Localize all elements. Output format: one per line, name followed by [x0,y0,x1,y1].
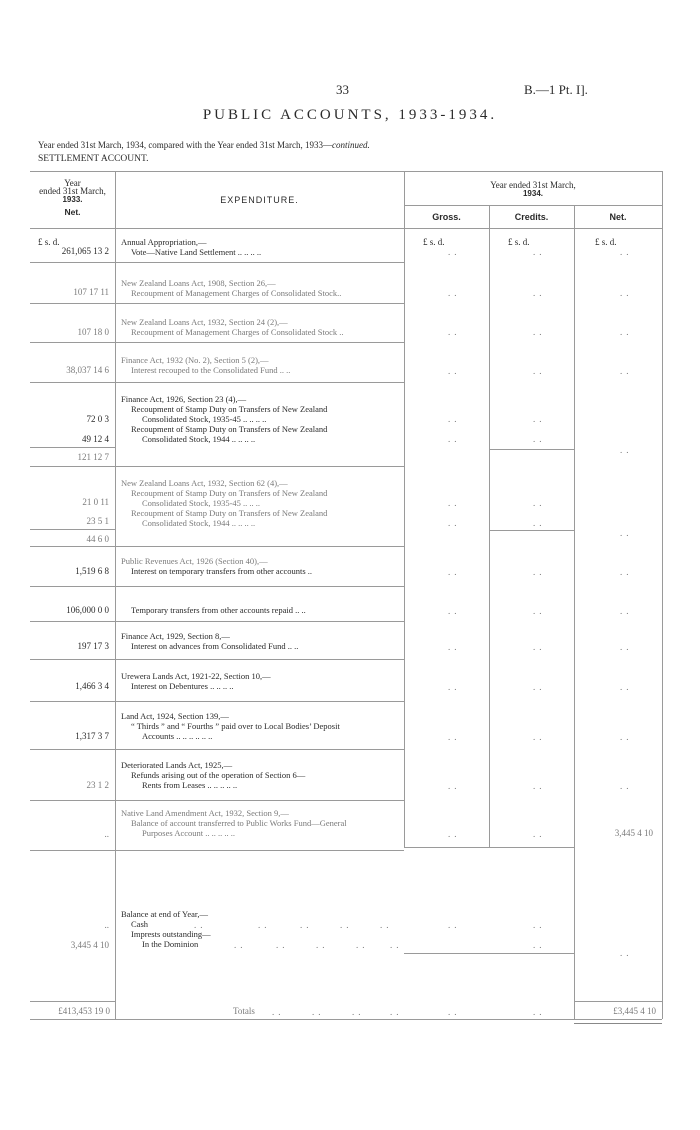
prev-amount: 1,317 3 7 [75,731,109,741]
gross-dots: .. [448,518,461,528]
gross-dots: .. [448,327,461,337]
dominion-leader-dots: .. [356,940,369,950]
net-header: Net. [609,212,627,222]
prev-amount: 49 12 4 [82,434,109,444]
prev-year-header-3: 1933. [62,195,83,204]
gross-dots: .. [448,247,461,257]
credits-dots: .. [533,829,546,839]
totals-leader-dots: .. [272,1007,285,1017]
balance-imprests: Imprests outstanding— [131,929,211,939]
row-heading: Annual Appropriation,— [121,237,207,247]
gross-dots: .. [448,606,461,616]
row-detail: Vote—Native Land Settlement .. .. .. .. [131,247,262,257]
gross-dots: .. [448,414,461,424]
gross-dots: .. [448,920,461,930]
row-detail: Rents from Leases .. .. .. .. .. [142,780,238,790]
prev-lsd-label: £ s. d. [38,237,60,247]
row-separator [30,342,404,343]
row-separator [30,621,404,622]
credits-dots: .. [533,781,546,791]
row-detail: Consolidated Stock, 1935-45 .. .. .. [142,498,261,508]
cash-leader-dots: .. [258,920,271,930]
gross-credits-bottom-rule [404,847,574,848]
subtitle-text: Year ended 31st March, 1934, compared with the Year ended 31st March, 1933— [38,140,333,150]
row-detail: Consolidated Stock, 1944 .. .. .. .. [142,518,256,528]
row-detail: Recoupment of Stamp Duty on Transfers of New Zealand [131,508,328,518]
credits-dots: .. [533,682,546,692]
prev-amount: 106,000 0 0 [66,605,109,615]
row-heading: Finance Act, 1926, Section 23 (4),— [121,394,247,404]
prev-amount: 21 0 11 [82,497,109,507]
prev-year-header-2: ended 31st March, [39,186,106,196]
expenditure-header: EXPENDITURE. [220,195,299,205]
account-name: SETTLEMENT ACCOUNT. [38,154,149,164]
totals-leader-dots: .. [352,1007,365,1017]
gross-dots: .. [448,366,461,376]
net-lsd-label: £ s. d. [595,237,617,247]
dominion-leader-dots: .. [234,940,247,950]
row-heading: Urewera Lands Act, 1921-22, Section 10,— [121,671,271,681]
credits-lsd-label: £ s. d. [508,237,530,247]
prev-dominion-amount: 3,445 4 10 [70,940,109,950]
credits-subtotal-rule [489,449,574,450]
totals-label: Totals [233,1006,255,1016]
credits-header: Credits. [514,212,549,222]
net-total-top-rule [574,1001,662,1002]
credits-dots: .. [533,567,546,577]
row-detail: Temporary transfers from other accounts repaid .. .. [131,605,306,615]
row-detail: Interest recouped to the Consolidated Fund .. .. [131,365,291,375]
col-divider-2 [404,171,405,847]
net-dots: .. [620,567,633,577]
prev-amount: 23 5 1 [86,516,109,526]
table-top-rule [30,171,662,172]
net-dots: .. [620,642,633,652]
row-detail: Interest on Debentures .. .. .. .. [131,681,234,691]
balance-sub-rule [404,953,574,954]
row-detail: Consolidated Stock, 1935-45 .. .. .. .. [142,414,267,424]
totals-leader-dots: .. [390,1007,403,1017]
prev-amount: 38,037 14 6 [66,365,109,375]
row-separator [30,262,404,263]
prev-amount: 197 17 3 [77,641,109,651]
prev-cash-amount: .. [104,920,109,930]
gross-dots: .. [448,682,461,692]
prev-subtotal: 121 12 7 [77,452,109,462]
row-separator [30,659,404,660]
row-heading: New Zealand Loans Act, 1932, Section 24 (2),— [121,317,288,327]
credits-dots: .. [533,434,546,444]
prev-total-top-rule [30,1001,115,1002]
net-dots: .. [620,948,633,958]
row-heading: Public Revenues Act, 1926 (Section 40),— [121,556,268,566]
subtotal-rule [30,529,115,530]
gross-dots: .. [448,829,461,839]
row-detail: Recoupment of Management Charges of Consolidated Stock .. [131,327,344,337]
credits-subtotal-rule [489,530,574,531]
totals-leader-dots: .. [312,1007,325,1017]
net-dots: .. [620,781,633,791]
document-reference: B.—1 Pt. I]. [524,82,588,97]
row-detail: Balance of account transferred to Public Works Fund—General [131,818,347,828]
credits-dots: .. [533,642,546,652]
net-total: £3,445 4 10 [613,1006,656,1016]
curr-year-header-2: 1934. [522,189,544,198]
row-detail: Recoupment of Stamp Duty on Transfers of New Zealand [131,404,328,414]
balance-heading: Balance at end of Year,— [121,909,208,919]
credits-dots: .. [533,327,546,337]
net-dots: .. [620,288,633,298]
net-dots: .. [620,327,633,337]
col-divider-3 [489,205,490,847]
row-detail: Interest on temporary transfers from other accounts .. [131,566,313,576]
row-detail: Recoupment of Stamp Duty on Transfers of New Zealand [131,488,328,498]
page-title: PUBLIC ACCOUNTS, 1933-1934. [202,107,498,123]
gross-header: Gross. [432,212,461,222]
row-heading: Finance Act, 1929, Section 8,— [121,631,230,641]
cash-leader-dots: .. [194,920,207,930]
row-detail: Accounts .. .. .. .. .. .. [142,731,213,741]
row-separator [30,466,404,467]
subtitle [38,140,370,150]
credits-dots: .. [533,247,546,257]
header-bottom-rule [30,228,662,229]
credits-dots: .. [533,732,546,742]
prev-amount: 107 18 0 [77,327,109,337]
credits-dots: .. [533,366,546,376]
prev-amount: 23 1 2 [86,780,109,790]
row-heading: Finance Act, 1932 (No. 2), Section 5 (2),— [121,355,269,365]
net-dots: .. [620,247,633,257]
prev-subtotal: 44 6 0 [86,534,109,544]
row-separator [30,546,404,547]
prev-amount: 1,466 3 4 [75,681,109,691]
gross-dots: .. [448,434,461,444]
net-amount: 3,445 4 10 [614,828,653,838]
credits-dots: .. [533,1007,546,1017]
prev-year-net-header: Net. [64,207,81,217]
net-dots: .. [620,732,633,742]
balance-dominion: In the Dominion [142,939,199,949]
row-separator [30,749,404,750]
net-dots: .. [620,445,633,455]
cash-leader-dots: .. [300,920,313,930]
row-detail: Consolidated Stock, 1944 .. .. .. .. [142,434,256,444]
row-heading: Land Act, 1924, Section 139,— [121,711,229,721]
credits-dots: .. [533,920,546,930]
balance-cash: Cash [131,919,148,929]
row-heading: New Zealand Loans Act, 1908, Section 26,— [121,278,276,288]
curr-year-header-1: Year ended 31st March, [490,180,576,190]
prev-amount: 107 17 11 [73,287,109,297]
page-number: 33 [336,82,349,97]
prev-amount: 72 0 3 [86,414,109,424]
gross-dots: .. [448,498,461,508]
row-separator [30,586,404,587]
subtitle-italic: continued. [332,140,370,150]
net-dots: .. [620,682,633,692]
prev-amount: 261,065 13 2 [61,246,109,256]
gross-dots: .. [448,642,461,652]
gross-dots: .. [448,732,461,742]
subtotal-rule [30,447,115,448]
gross-lsd-label: £ s. d. [423,237,445,247]
net-dots: .. [620,606,633,616]
row-detail: Recoupment of Management Charges of Consolidated Stock.. [131,288,342,298]
prev-amount: 1,519 6 8 [75,566,109,576]
row-separator [30,850,404,851]
row-detail: Interest on advances from Consolidated Fund .. .. [131,641,299,651]
row-detail: “ Thirds ” and “ Fourths ” paid over to Local Bodies’ Deposit [131,721,340,731]
row-detail: Purposes Account .. .. .. .. .. [142,828,236,838]
prev-total: £413,453 19 0 [58,1006,110,1016]
prev-amount: .. [104,829,109,839]
dominion-leader-dots: .. [316,940,329,950]
credits-dots: .. [533,518,546,528]
row-separator [30,382,404,383]
net-total-double-rule [574,1023,662,1024]
table-bottom-rule [30,1019,662,1020]
credits-dots: .. [533,606,546,616]
row-detail: Recoupment of Stamp Duty on Transfers of New Zealand [131,424,328,434]
row-heading: New Zealand Loans Act, 1932, Section 62 (4),— [121,478,288,488]
row-separator [30,701,404,702]
gross-dots: .. [448,781,461,791]
dominion-leader-dots: .. [276,940,289,950]
gross-dots: .. [448,567,461,577]
row-heading: Native Land Amendment Act, 1932, Section 9,— [121,808,289,818]
gross-dots: .. [448,1007,461,1017]
col-divider-5 [662,171,663,1019]
row-separator [30,303,404,304]
cash-leader-dots: .. [340,920,353,930]
credits-dots: .. [533,498,546,508]
gross-dots: .. [448,288,461,298]
cash-leader-dots: .. [380,920,393,930]
row-detail: Refunds arising out of the operation of Section 6— [131,770,306,780]
net-dots: .. [620,366,633,376]
dominion-leader-dots: .. [390,940,403,950]
credits-dots: .. [533,288,546,298]
net-dots: .. [620,528,633,538]
col-divider-1 [115,171,116,1019]
subheader-rule [404,205,662,206]
prev-year-header-1: Year [64,178,81,188]
col-divider-4 [574,205,575,1019]
credits-dots: .. [533,414,546,424]
row-heading: Deteriorated Lands Act, 1925,— [121,760,233,770]
row-separator [30,800,404,801]
credits-dots: .. [533,940,546,950]
